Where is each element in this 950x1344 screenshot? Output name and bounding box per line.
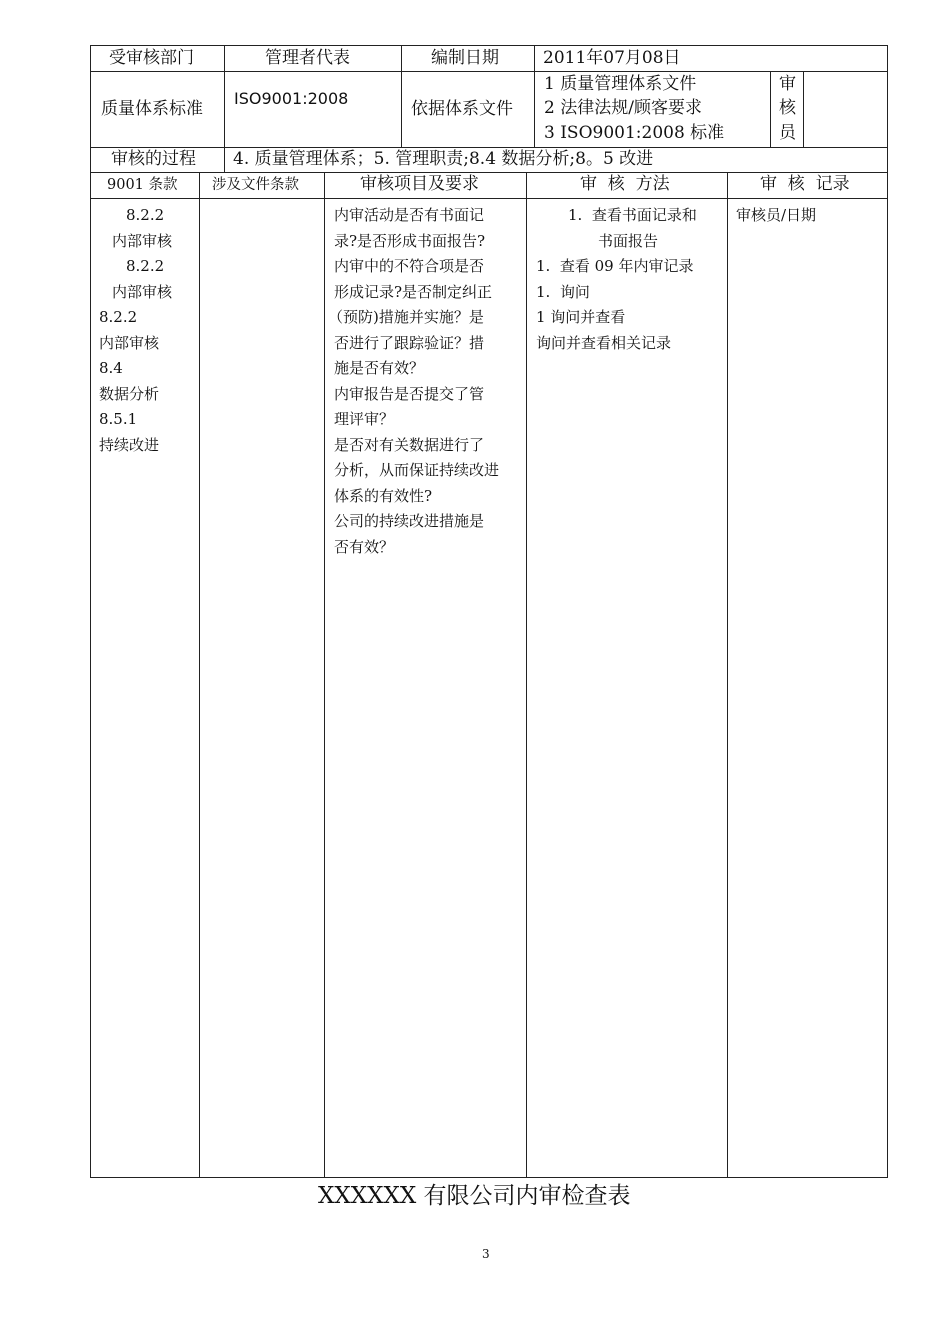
requirement-line: 内审活动是否有书面记 <box>334 206 485 224</box>
basis-item: 3 ISO9001:2008 标准 <box>544 123 725 143</box>
col-divider <box>401 45 402 147</box>
requirement-line: 分析，从而保证持续改进 <box>334 461 500 479</box>
auditor-label: 员 <box>779 123 796 143</box>
process-label: 审核的过程 <box>111 149 196 169</box>
requirement-line: 体系的有效性? <box>334 487 433 505</box>
clause-item: 内部审核 <box>99 334 160 352</box>
requirement-line: 否有效？ <box>334 538 395 556</box>
clause-item: 8.5.1 <box>99 410 138 428</box>
clause-item: 持续改进 <box>99 436 160 454</box>
column-header: 审 核 记录 <box>760 174 850 194</box>
col-divider <box>770 71 771 147</box>
column-header: 审核项目及要求 <box>360 174 479 194</box>
clause-item: 8.2.2 <box>126 257 165 275</box>
auditor-label: 审 <box>779 74 796 94</box>
page-number: 3 <box>482 1247 490 1261</box>
date-label: 编制日期 <box>431 48 499 68</box>
clause-item: 内部审核 <box>112 232 173 250</box>
requirement-line: 公司的持续改进措施是 <box>334 512 485 530</box>
basis-item: 2 法律法规/顾客要求 <box>544 98 702 118</box>
requirement-line: 录?是否形成书面报告? <box>334 232 486 250</box>
requirement-line: （预防)措施并实施？是 <box>328 308 484 326</box>
column-header: 涉及文件条款 <box>212 177 299 193</box>
col-divider <box>727 172 728 1178</box>
requirement-line: 施是否有效？ <box>334 359 425 377</box>
col-divider <box>224 147 225 172</box>
col-divider <box>224 45 225 147</box>
clause-item: 8.4 <box>99 359 123 377</box>
standard-label: 质量体系标准 <box>101 99 203 119</box>
requirement-line: 内审中的不符合项是否 <box>334 257 485 275</box>
row-divider <box>90 71 888 72</box>
col-divider <box>803 71 804 147</box>
requirement-line: 否进行了跟踪验证？措 <box>334 334 485 352</box>
requirement-line: 是否对有关数据进行了 <box>334 436 485 454</box>
clause-item: 8.2.2 <box>126 206 165 224</box>
basis-item: 1 质量管理体系文件 <box>544 74 697 94</box>
document-title: XXXXXX 有限公司内审检查表 <box>318 1183 631 1209</box>
process-value: 4. 质量管理体系；5. 管理职责;8.4 数据分析;8。5 改进 <box>233 149 654 169</box>
record-label: 审核员/日期 <box>736 206 817 224</box>
method-line: 1 询问并查看 <box>536 308 626 326</box>
auditor-label: 核 <box>779 98 796 118</box>
method-line: 询问并查看相关记录 <box>536 334 672 352</box>
clause-item: 数据分析 <box>99 385 160 403</box>
clause-item: 内部审核 <box>112 283 173 301</box>
column-header: 审 核 方法 <box>580 174 670 194</box>
requirement-line: 内审报告是否提交了管 <box>334 385 485 403</box>
clause-item: 8.2.2 <box>99 308 138 326</box>
dept-label: 受审核部门 <box>109 48 194 68</box>
column-header: 9001 条款 <box>107 177 178 193</box>
date-value: 2011年07月08日 <box>543 48 681 68</box>
method-line: 书面报告 <box>598 232 659 250</box>
requirement-line: 理评审？ <box>334 410 395 428</box>
col-divider <box>324 172 325 1178</box>
row-divider <box>90 198 888 199</box>
col-divider <box>526 172 527 1178</box>
method-line: 1. 查看 09 年内审记录 <box>536 257 694 275</box>
method-line: 1. 询问 <box>536 283 590 301</box>
requirement-line: 形成记录?是否制定纠正 <box>334 283 493 301</box>
col-divider <box>199 172 200 1178</box>
row-divider <box>90 147 888 148</box>
col-divider <box>534 45 535 147</box>
standard-value: ISO9001:2008 <box>234 89 349 108</box>
basis-label: 依据体系文件 <box>411 99 513 119</box>
row-divider <box>90 172 888 173</box>
method-line: 1. 查看书面记录和 <box>568 206 697 224</box>
dept-value: 管理者代表 <box>265 48 350 68</box>
